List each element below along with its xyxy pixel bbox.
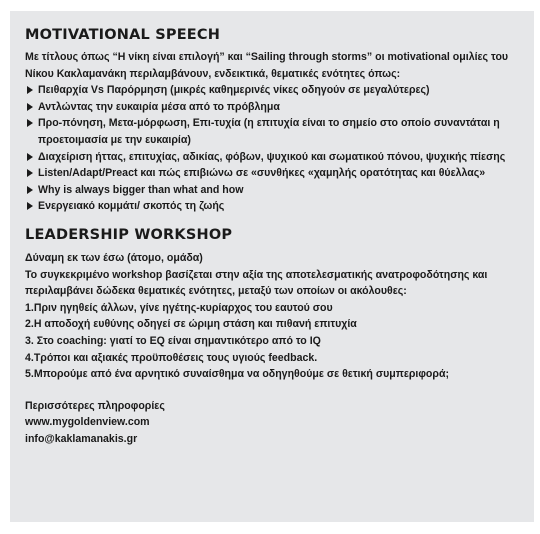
leadership-subtitle: Δύναμη εκ των έσω (άτομο, ομάδα) — [25, 251, 203, 264]
motivational-topics-list — [25, 82, 520, 215]
contact-block — [25, 398, 520, 448]
info-panel — [10, 11, 534, 522]
list-item: 2.Η αποδοχή ευθύνης οδηγεί σε ώριμη στάση και πιθανή επιτυχία — [25, 318, 357, 331]
triangle-bullet-icon — [27, 103, 33, 111]
list-item: 4.Τρόποι και αξιακές προϋποθέσεις τους υγιούς feedback. — [25, 351, 318, 364]
list-item: Why is always bigger than what and how — [25, 182, 520, 199]
list-item: 5.Μπορούμε από ένα αρνητικό συναίσθημα να οδηγηθούμε σε θετική συμπεριφορά; — [25, 368, 449, 381]
triangle-bullet-icon — [27, 169, 33, 177]
website-link[interactable]: www.mygoldenview.com — [25, 416, 150, 429]
list-item: Διαχείριση ήττας, επιτυχίας, αδικίας, φόβων, ψυχικού και σωματικού πόνου, ψυχικής πίεσης — [25, 149, 520, 166]
motivational-speech-heading: MOTIVATIONAL SPEECH — [25, 27, 221, 43]
list-item: 1.Πριν ηγηθείς άλλων, γίνε ηγέτης-κυρίαρχος του εαυτού σου — [25, 301, 333, 314]
list-item: Προ-πόνηση, Μετα-μόρφωση, Επι-τυχία (η επιτυχία είναι το σημείο στο οποίο συναντάται η προετοιμασία με την ευκαιρία) — [25, 115, 520, 148]
motivational-intro: Με τίτλους όπως “Η νίκη είναι επιλογή” και “Sailing through storms” οι motivational ομιλίες του Νίκου Κακλαμανάκη περιλαμβάνουν, ενδεικτικά, θεματικές ενότητες όπως: — [25, 51, 509, 80]
list-item: Αντλώντας την ευκαιρία μέσα από το πρόβλημα — [25, 99, 520, 116]
leadership-workshop-heading: LEADERSHIP WORKSHOP — [25, 226, 233, 243]
triangle-bullet-icon — [27, 153, 33, 161]
triangle-bullet-icon — [27, 202, 33, 210]
contact-label: Περισσότερες πληροφορίες — [25, 399, 165, 412]
list-item: 3. Στο coaching: γιατί το EQ είναι σημαντικότερο από το IQ — [25, 334, 321, 347]
leadership-topics-list — [25, 300, 520, 383]
list-item: Ενεργειακό κομμάτι/ σκοπός τη ζωής — [25, 198, 520, 215]
triangle-bullet-icon — [27, 186, 33, 194]
list-item: Πειθαρχία Vs Παρόρμηση (μικρές καθημερινές νίκες οδηγούν σε μεγαλύτερες) — [25, 82, 520, 99]
leadership-intro: Το συγκεκριμένο workshop βασίζεται στην αξία της αποτελεσματικής ανατροφοδότησης και περιλαμβάνει δώδεκα θεματικές ενότητες, μεταξύ των οποίων οι ακόλουθες: — [25, 268, 488, 298]
email-link[interactable]: info@kaklamanakis.gr — [25, 432, 138, 445]
triangle-bullet-icon — [27, 86, 33, 94]
triangle-bullet-icon — [27, 119, 33, 127]
list-item: Listen/Adapt/Preact και πώς επιβιώνω σε «συνθήκες «χαμηλής ορατότητας και θύελλας» — [25, 165, 520, 182]
